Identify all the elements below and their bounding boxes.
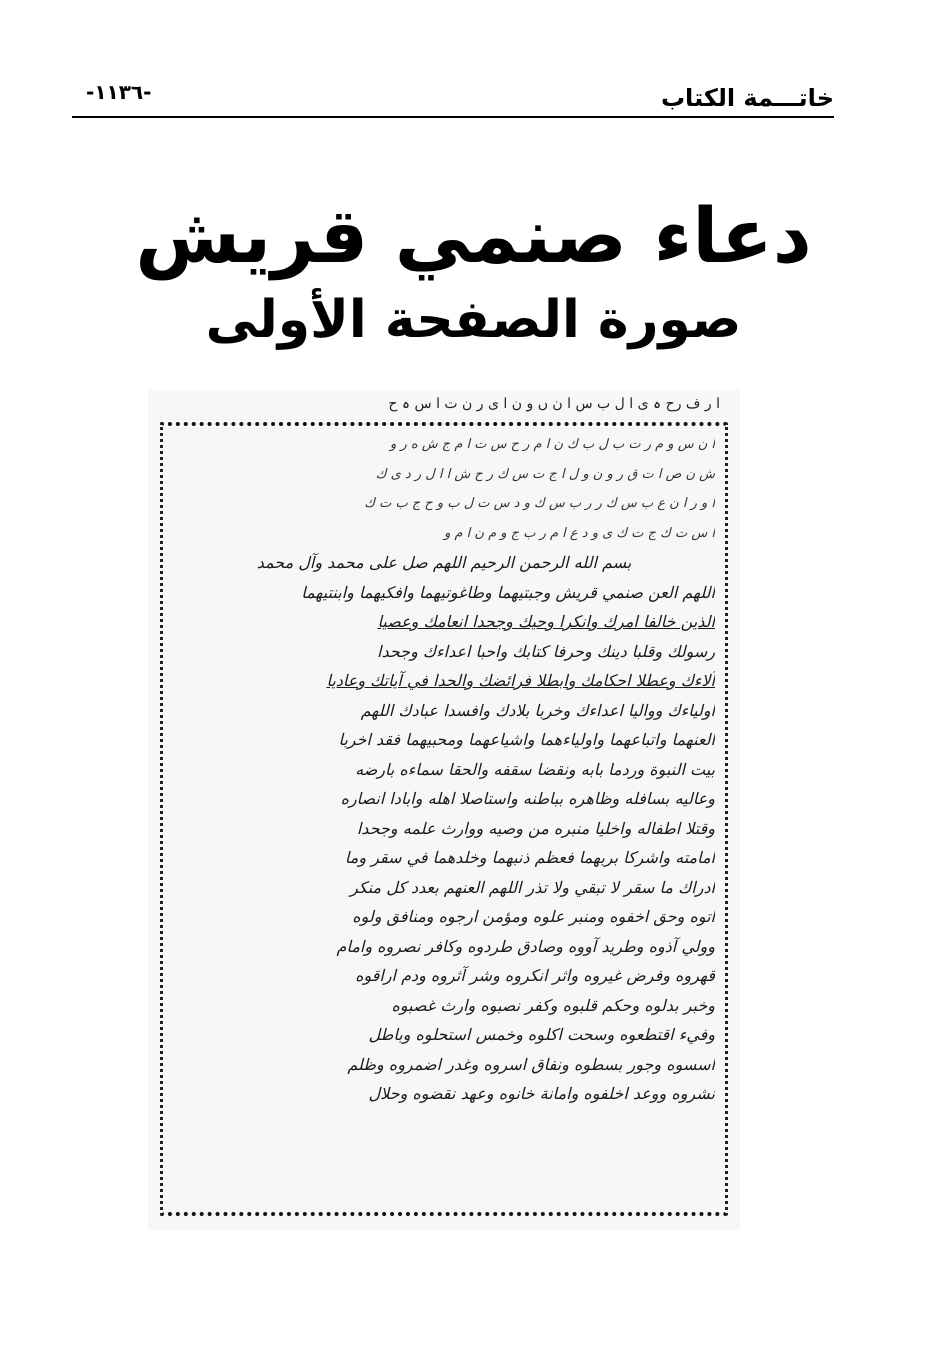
page-number: -١١٣٦-	[86, 80, 152, 104]
manuscript-line: نشروه ووعد اخلفوه وامانة خانوه وعهد نقضوه وحلال	[368, 1084, 715, 1103]
manuscript-line: رسولك وقلبا دينك وحرفا كتابك واحبا اعداءك وجحدا	[377, 641, 715, 661]
page-subtitle: صورة الصفحة الأولى	[205, 290, 742, 350]
manuscript-line: ﺍ ﻥ ﺱ ﻭ ﻡ ﺭ ﺕ ﺏ ﻝ ﺏ ﻙ ﻥ ﺍ ﻡ ﺭ ﺡ ﺱ ﺕ ﺍ ﻡ ﺝ ﺵ ﻩ ﺭ ﻭ	[390, 437, 715, 452]
manuscript-line: بيت النبوة وردما بابه ونقضا سقفه والحقا سماءه بارضه	[355, 759, 715, 779]
manuscript-line: آلاءك وعطلا احكامك وابطلا فرائضك والحدا في آياتك وعاديا	[326, 671, 715, 690]
manuscript-line: اولياءك وواليا اعداءك وخربا بلادك وافسدا عبادك اللهم	[360, 700, 715, 720]
manuscript-line: ادراك ما سقر لا تبقي ولا تذر اللهم العنهم بعدد كل منكر	[350, 877, 715, 897]
manuscript-line: اللهم العن صنمي قريش وجبتيهما وطاغوتيهما وافكيهما وابنتيهما	[301, 582, 715, 602]
manuscript-line: ﺍ ﺱ ﺕ ﻙ ﺝ ﺕ ﻙ ﻯ ﻭ ﺩ ﻉ ﺍ ﻡ ﺭ ﺏ ﺝ ﻭ ﻡ ﻥ ﺍ ﻡ ﻭ	[444, 525, 715, 541]
manuscript-line: اتوه وحق اخفوه ومنبر علوه ومؤمن ارجوه ومنافق ولوه	[352, 907, 715, 926]
manuscript-line: وعاليه بسافله وظاهره بباطنه واستاصلا اهله وابادا انصاره	[340, 789, 715, 808]
manuscript-line: ﺍ ﻭ ﺭ ﺍ ﻥ ﻉ ﺏ ﺱ ﻙ ﺭ ﺭ ﺏ ﺱ ﻙ ﻭ ﺩ ﺱ ﺕ ﻝ ﺏ ﻭ ﺡ ﺝ ﺏ ﺕ ﻙ	[364, 496, 715, 511]
manuscript-line: وقتلا اطفاله واخليا منبره من وصيه ووارث علمه وجحدا	[356, 818, 715, 838]
page-title: دعاء صنمي قريش	[135, 191, 812, 280]
manuscript-line: العنهما واتباعهما واولياءهما واشياعهما ومحبيهما فقد اخربا	[338, 730, 715, 749]
manuscript-image	[148, 390, 740, 1230]
manuscript-line: وفيء اقتطعوه وسحت اكلوه وخمس استحلوه وباطل	[368, 1025, 715, 1044]
manuscript-line: قهروه وفرض غيروه واثر انكروه وشر آثروه ودم اراقوه	[355, 966, 715, 985]
manuscript-line: ﺵ ﻥ ﺹ ﺍ ﺕ ﻕ ﺭ ﻭ ﻥ ﻭ ﻝ ﺍ ﺝ ﺕ ﺱ ﻙ ﺭ ﺡ ﺵ ﺍ ﺍ ﻝ ﺭ ﺩ ﻯ ﻙ	[375, 466, 715, 482]
manuscript-line: وولي آذوه وطريد آووه وصادق طردوه وكافر نصروه وامام	[336, 936, 715, 956]
manuscript-line: بسم الله الرحمن الرحيم اللهم صل على محمد وآل محمد	[256, 553, 632, 572]
manuscript-line: امامته واشركا بربهما فعظم ذنبهما وخلدهما في سقر وما	[344, 848, 715, 867]
manuscript-line: وخبر بدلوه وحكم قلبوه وكفر نصبوه وارث غصبوه	[391, 995, 715, 1015]
manuscript-caption: ا ر ف رح ہ ی ا ل ب س ا ن ں و ن ا ی ر ن ت ا س ہ ح	[388, 396, 720, 412]
manuscript-frame	[160, 422, 728, 1216]
manuscript-line: اسسوه وجور بسطوه ونفاق اسروه وغدر اضمروه وظلم	[347, 1054, 715, 1074]
manuscript-line: الذين خالفا امرك وانكرا وحيك وجحدا انعامك وعصيا	[377, 612, 715, 631]
page-header	[72, 80, 834, 118]
book-title: خاتـــمة الكتاب	[660, 84, 834, 112]
